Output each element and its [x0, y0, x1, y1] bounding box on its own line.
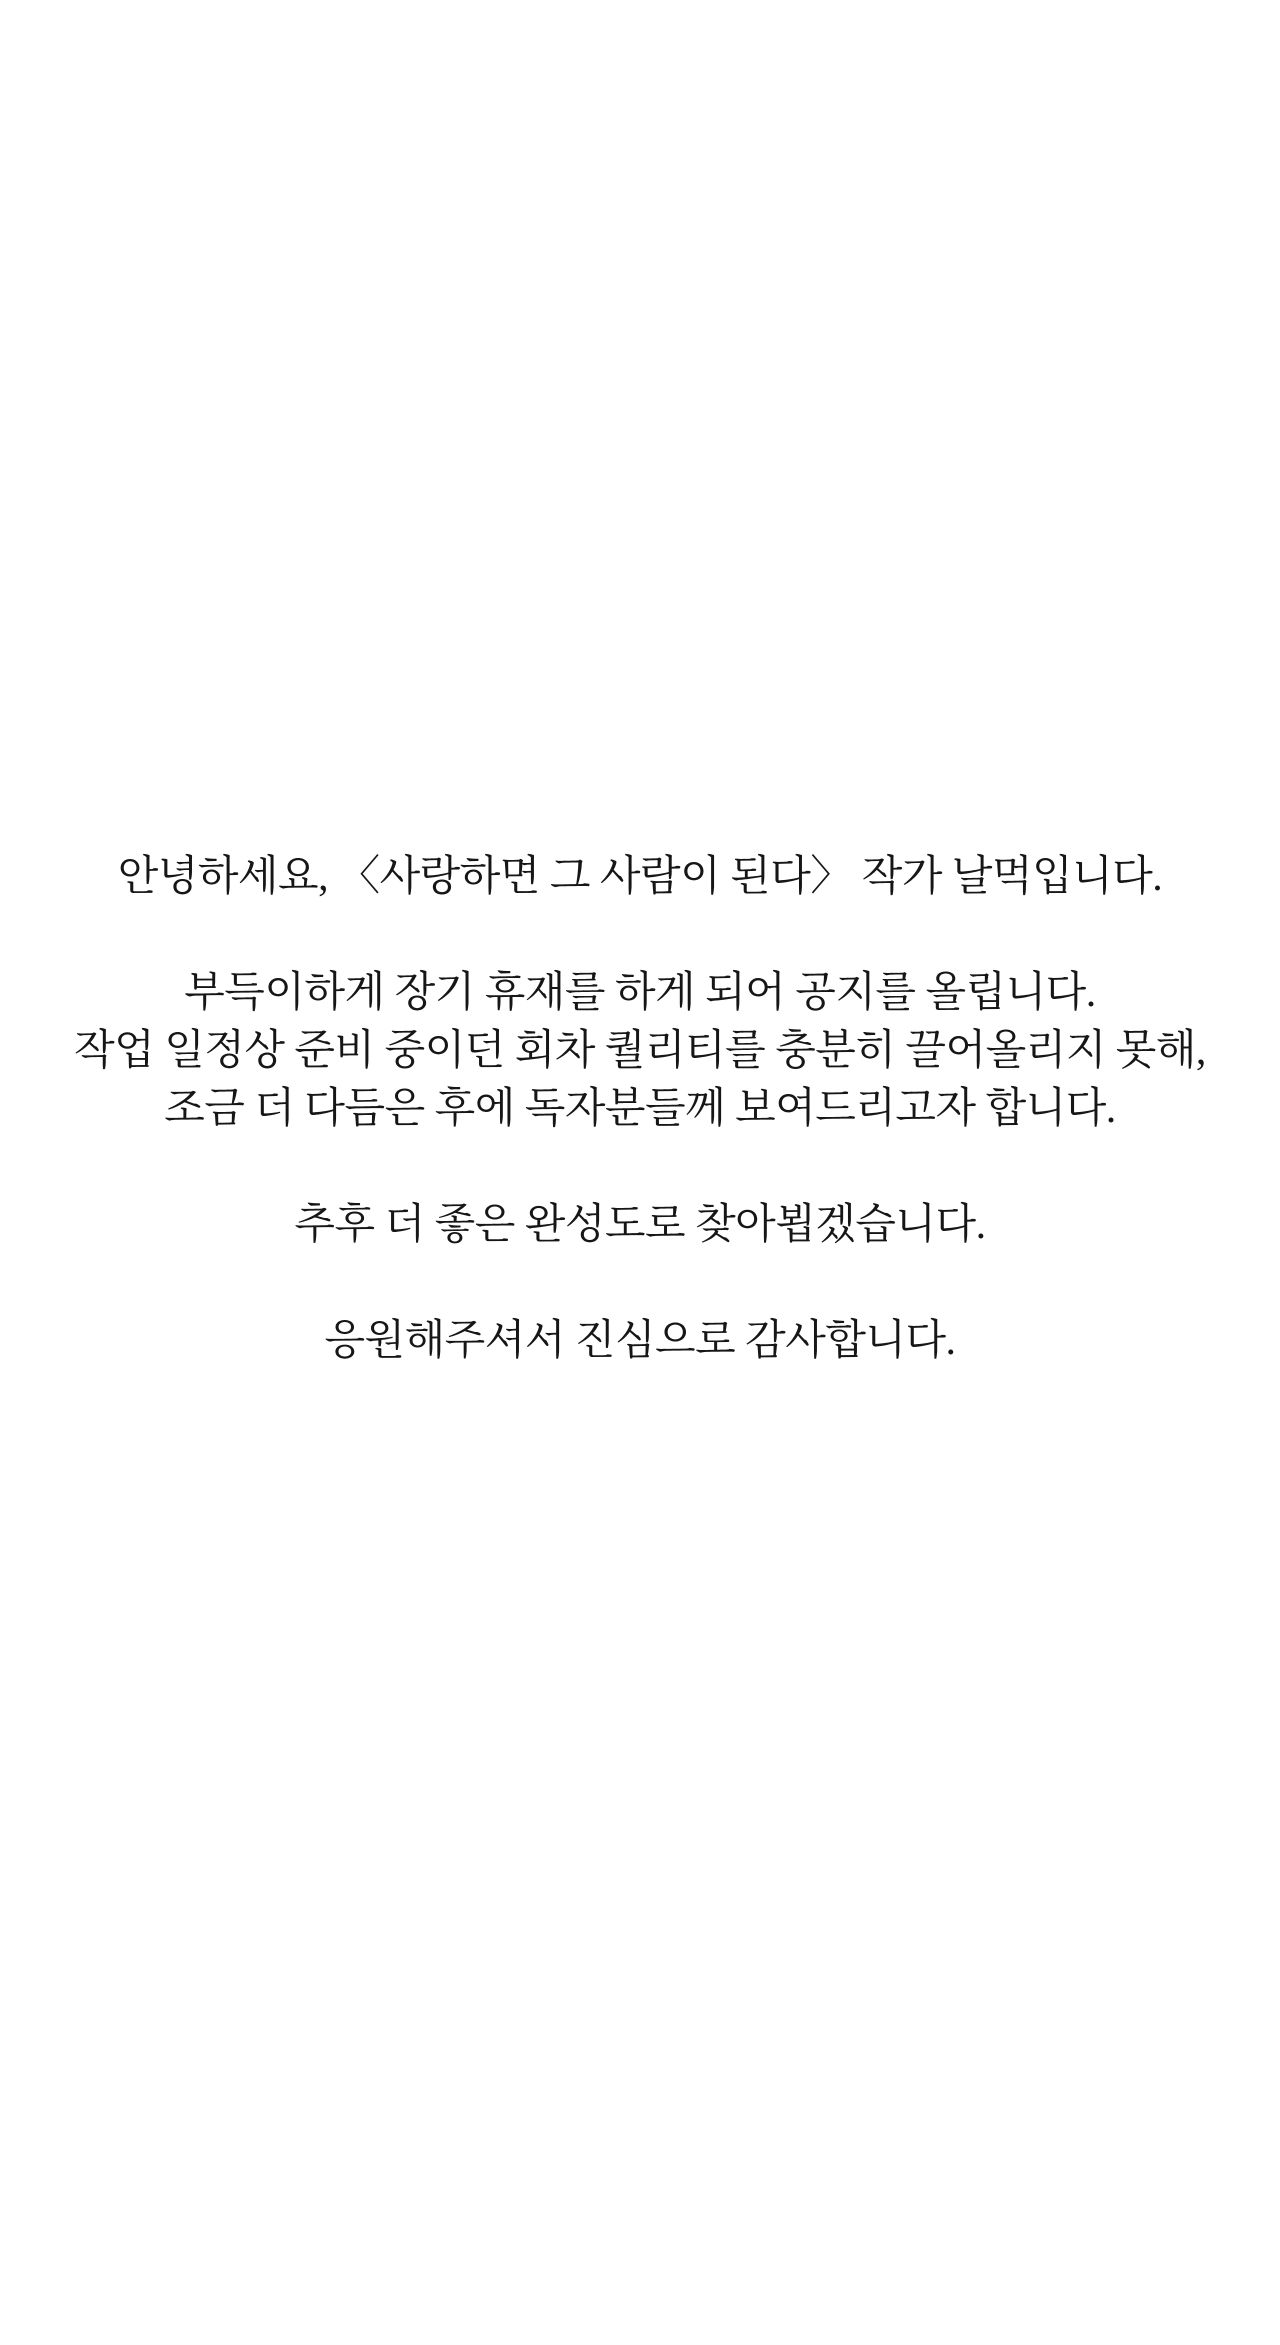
notice-line-greeting: 안녕하세요, 〈사랑하면 그 사람이 된다〉 작가 날먹입니다. [117, 854, 1163, 900]
notice-line-thanks: 응원해주셔서 진심으로 감사합니다. [324, 1318, 956, 1364]
notice-line-reason-cont: 조금 더 다듬은 후에 독자분들께 보여드리고자 합니다. [164, 1086, 1116, 1132]
notice-line-blank [0, 1138, 1280, 1196]
notice-line-blank [0, 1254, 1280, 1312]
notice-line-hiatus-announce: 부득이하게 장기 휴재를 하게 되어 공지를 올립니다. [184, 970, 1096, 1016]
notice-text-block [0, 848, 1280, 1370]
notice-line-reason: 작업 일정상 준비 중이던 회차 퀄리티를 충분히 끌어올리지 못해, [74, 1028, 1206, 1074]
notice-line-promise: 추후 더 좋은 완성도로 찾아뵙겠습니다. [294, 1202, 986, 1248]
notice-line-blank [0, 906, 1280, 964]
